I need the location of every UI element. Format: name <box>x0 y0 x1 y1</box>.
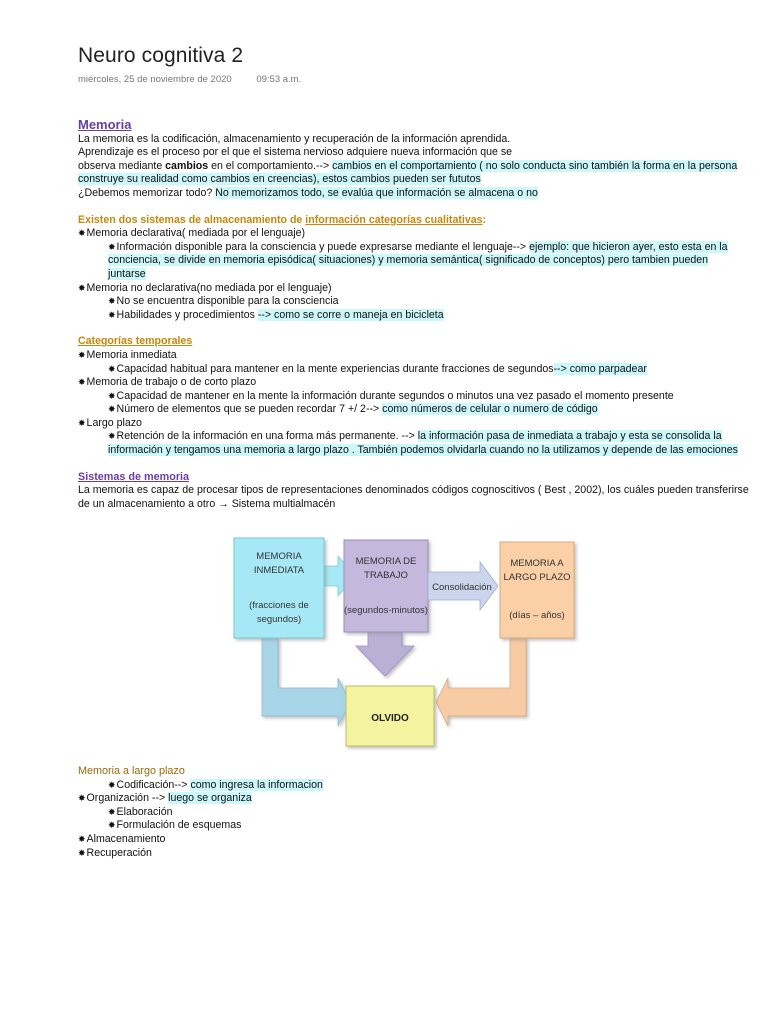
bullet-star-icon: ✸ <box>78 282 86 293</box>
bullet-star-icon: ✸ <box>78 349 86 360</box>
list-item <box>78 792 762 806</box>
diagram-svg <box>226 528 596 760</box>
box-memoria-trabajo <box>344 540 428 632</box>
bullet-star-icon: ✸ <box>108 241 116 252</box>
list-item <box>78 417 762 431</box>
bullet-star-icon: ✸ <box>108 779 116 790</box>
bullet-star-icon: ✸ <box>78 833 86 844</box>
list-item-text: Número de elementos que se pueden recordar 7 +/ 2--> <box>116 403 383 416</box>
highlight-text: juntarse <box>108 267 146 280</box>
list-item-continuation <box>78 254 762 268</box>
arrow-inmediata-to-olvido <box>262 638 350 726</box>
highlight-text: conciencia, se divide en memoria episódica( situaciones) y memoria semántica( significado de conceptos) pero tambien pueden <box>108 254 709 267</box>
highlight-text: información y tengamos una memoria a largo plazo . También podemos olvidarla cuando no la utilizamos y depende de las emociones <box>108 444 738 457</box>
list-item <box>78 779 762 793</box>
page-title: Neuro cognitiva 2 <box>78 44 244 67</box>
list-item <box>78 403 762 417</box>
underlined-text: información categorías cualitativas <box>305 213 483 226</box>
label-inmediata-1: MEMORIA <box>256 551 302 562</box>
text-line: La memoria es capaz de procesar tipos de representaciones denominados códigos cognoscitivos ( Best , 2002), los cuáles pueden transferirse <box>78 484 749 497</box>
highlight-text: --> como se corre o maneja en bicicleta <box>257 308 444 321</box>
heading-sistemas-memoria <box>78 471 762 485</box>
text-span: en el comportamiento.--> <box>208 159 333 172</box>
list-item <box>78 833 762 847</box>
list-item <box>78 806 762 820</box>
label-largo-2: LARGO PLAZO <box>503 572 571 583</box>
arrow-trabajo-to-olvido <box>356 632 414 676</box>
highlight-text: como ingresa la informacion <box>190 778 323 791</box>
label-trabajo-2: TRABAJO <box>364 570 408 581</box>
list-item-continuation <box>78 444 762 458</box>
text-line: La memoria es la codificación, almacenamiento y recuperación de la información aprendida. <box>78 132 511 145</box>
bullet-star-icon: ✸ <box>108 309 116 320</box>
bullet-star-icon: ✸ <box>78 377 86 388</box>
heading-categorias-temporales <box>78 335 762 349</box>
list-item <box>78 847 762 861</box>
list-item-text: Habilidades y procedimientos <box>116 308 258 321</box>
list-item-text: Información disponible para la consciencia y puede expresarse mediante el lenguaje--> <box>116 240 530 253</box>
bullet-star-icon: ✸ <box>78 793 86 804</box>
text-line: Aprendizaje es el proceso por el que el sistema nervioso adquiere nueva información que se <box>78 146 513 159</box>
heading-memoria: Memoria <box>78 117 132 132</box>
heading-sistemas-almacenamiento <box>78 214 762 228</box>
list-item-text: Largo plazo <box>86 416 142 429</box>
label-olvido: OLVIDO <box>371 713 409 724</box>
bullet-star-icon: ✸ <box>108 363 116 374</box>
text-line <box>78 187 762 201</box>
bullet-star-icon: ✸ <box>108 296 116 307</box>
list-item-text: Recuperación <box>86 846 152 859</box>
bold-text: cambios <box>165 159 209 172</box>
page-date <box>78 74 301 85</box>
text-line <box>78 160 762 174</box>
list-item-continuation <box>78 268 762 282</box>
note-content[interactable] <box>78 118 762 511</box>
label-inmediata-2: INMEDIATA <box>253 565 305 576</box>
bullet-star-icon: ✸ <box>108 431 116 442</box>
highlight-text: cambios en el comportamiento ( no solo conducta sino también la forma en la persona <box>332 159 738 172</box>
bullet-star-icon: ✸ <box>78 228 86 239</box>
label-largo-1: MEMORIA A <box>510 558 564 569</box>
label-inmediata-4: segundos) <box>256 614 302 625</box>
text-span: observa mediante <box>78 159 166 172</box>
list-item <box>78 241 762 255</box>
list-item-text: Retención de la información en una forma más permanente. --> <box>116 430 418 443</box>
bullet-star-icon: ✸ <box>78 417 86 428</box>
bullet-star-icon: ✸ <box>108 806 116 817</box>
bullet-star-icon: ✸ <box>108 404 116 415</box>
highlight-text: construye su realidad como cambios en creencias), estos cambios pueden ser fututos <box>78 173 481 186</box>
list-item-text: Memoria declarativa( mediada por el lenguaje) <box>86 227 306 240</box>
list-item-text: Formulación de esquemas <box>116 819 242 832</box>
list-item <box>78 227 762 241</box>
note-content-lower[interactable] <box>78 765 762 860</box>
text-line <box>78 173 762 187</box>
text-span: : <box>482 213 487 226</box>
multistore-diagram <box>226 528 596 760</box>
list-item <box>78 349 762 363</box>
bullet-star-icon: ✸ <box>78 847 86 858</box>
list-item-text: Capacidad habitual para mantener en la mente experiencias durante fracciones de segundos <box>116 362 554 375</box>
list-item-text: Organización --> <box>86 792 169 805</box>
highlight-text: como números de celular o numero de código <box>382 403 598 416</box>
list-item-text: Elaboración <box>116 805 173 818</box>
highlight-text: luego se organiza <box>168 792 252 805</box>
list-item-text: Memoria inmediata <box>86 348 177 361</box>
list-item-text: Codificación--> <box>116 778 191 791</box>
list-item <box>78 390 762 404</box>
highlight-text: --> como parpadear <box>553 362 647 375</box>
list-item-text: Capacidad de mantener en la mente la información durante segundos o minutos una vez pasado el momento presente <box>116 389 674 402</box>
list-item <box>78 363 762 377</box>
bullet-star-icon: ✸ <box>108 390 116 401</box>
highlight-text: la información pasa de inmediata a trabajo y esta se consolida la <box>417 430 722 443</box>
date-text: miércoles, 25 de noviembre de 2020 <box>78 74 232 85</box>
label-trabajo-1: MEMORIA DE <box>355 556 417 567</box>
bullet-star-icon: ✸ <box>108 820 116 831</box>
list-item <box>78 819 762 833</box>
list-item-text: No se encuentra disponible para la consciencia <box>116 295 339 308</box>
list-item <box>78 309 762 323</box>
underlined-text: Categorías temporales <box>78 335 193 348</box>
list-item-text: Memoria de trabajo o de corto plazo <box>86 376 257 389</box>
arrow-largo-to-olvido <box>436 638 526 726</box>
heading-memoria-largo-plazo: Memoria a largo plazo <box>78 765 185 777</box>
label-trabajo-3: (segundos-minutos) <box>344 605 428 616</box>
text-line: de un almacenamiento a otro → Sistema multialmacén <box>78 497 336 510</box>
time-text: 09:53 a.m. <box>256 74 302 85</box>
list-item <box>78 376 762 390</box>
text-span: ¿Debemos memorizar todo? <box>78 186 216 199</box>
highlight-text: ejemplo: que hicieron ayer, esto esta en la <box>529 240 728 253</box>
list-item <box>78 282 762 296</box>
underlined-text: Sistemas de memoria <box>78 470 190 483</box>
label-consolidacion: Consolidación <box>432 582 492 593</box>
list-item <box>78 295 762 309</box>
list-item-text: Memoria no declarativa(no mediada por el lenguaje) <box>86 281 332 294</box>
box-memoria-largo-plazo <box>500 542 574 638</box>
list-item <box>78 430 762 444</box>
list-item-text: Almacenamiento <box>86 832 166 845</box>
label-largo-3: (días – años) <box>509 610 565 621</box>
label-inmediata-3: (fracciones de <box>249 600 309 611</box>
highlight-text: No memorizamos todo, se evalúa que información se almacena o no <box>215 186 538 199</box>
text-span: Existen dos sistemas de almacenamiento de <box>78 213 306 226</box>
